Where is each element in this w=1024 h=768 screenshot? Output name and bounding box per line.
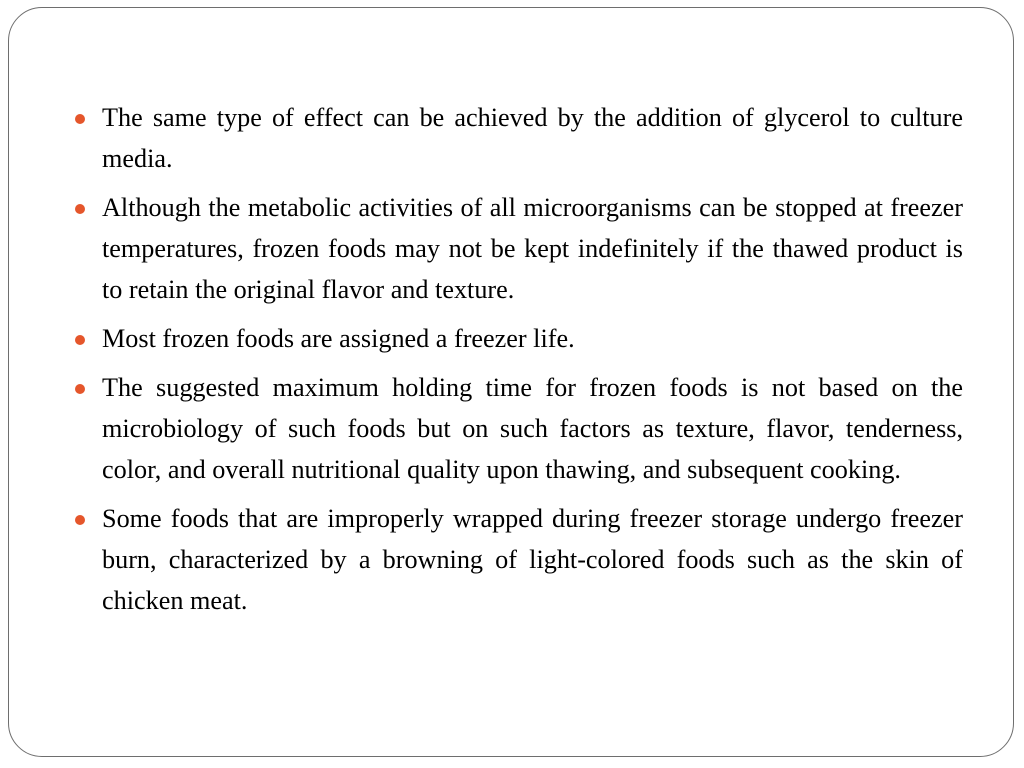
bullet-dot-icon	[75, 204, 85, 214]
bullet-item	[75, 318, 963, 359]
bullet-text: Some foods that are improperly wrapped during freezer storage undergo freezer burn, characterized by a browning of light-colored foods such as the skin of chicken meat.	[102, 504, 963, 615]
bullet-item	[75, 367, 963, 490]
bullet-item	[75, 97, 963, 179]
bullet-item	[75, 187, 963, 310]
bullet-text: Most frozen foods are assigned a freezer life.	[102, 324, 575, 353]
bullet-list	[75, 97, 963, 629]
bullet-item	[75, 498, 963, 621]
bullet-dot-icon	[75, 114, 85, 124]
bullet-text: The suggested maximum holding time for frozen foods is not based on the microbiology of such foods but on such factors as texture, flavor, tenderness, color, and overall nutritional quality upon thawing, and subsequent cooking.	[102, 373, 963, 484]
bullet-dot-icon	[75, 335, 85, 345]
bullet-text: Although the metabolic activities of all microorganisms can be stopped at freezer temperatures, frozen foods may not be kept indefinitely if the thawed product is to retain the original flavor and texture.	[102, 193, 963, 304]
slide-frame	[8, 7, 1014, 757]
bullet-text: The same type of effect can be achieved by the addition of glycerol to culture media.	[102, 103, 963, 173]
bullet-dot-icon	[75, 515, 85, 525]
bullet-dot-icon	[75, 384, 85, 394]
